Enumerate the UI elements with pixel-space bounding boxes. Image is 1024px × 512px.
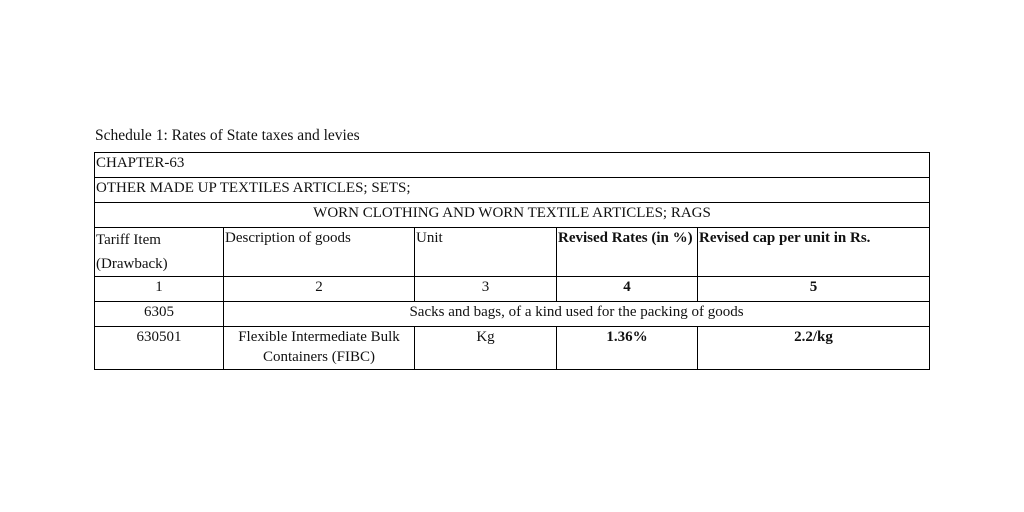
- group-title-row: [95, 178, 930, 203]
- column-number: 3: [415, 277, 557, 302]
- rates-table: [94, 152, 930, 370]
- header-tariff-item-line1: Tariff Item: [96, 232, 161, 248]
- unit-cell: Kg: [415, 327, 557, 370]
- tariff-item-cell: 6305: [95, 302, 224, 327]
- header-tariff-item-line2: (Drawback): [96, 256, 168, 272]
- header-unit: Unit: [415, 228, 557, 277]
- column-number: 4: [557, 277, 698, 302]
- header-tariff-item: [95, 228, 224, 277]
- description-line2: Containers (FIBC): [262, 349, 376, 365]
- table-row: [95, 327, 930, 370]
- revised-rate-cell: 1.36%: [557, 327, 698, 370]
- header-row: [95, 228, 930, 277]
- description-line1: Flexible Intermediate Bulk: [238, 329, 400, 345]
- revised-cap-cell: 2.2/kg: [698, 327, 930, 370]
- column-number: 2: [224, 277, 415, 302]
- table-row: [95, 302, 930, 327]
- chapter-cell: CHAPTER-63: [95, 153, 930, 178]
- schedule-caption: Schedule 1: Rates of State taxes and levies: [95, 127, 360, 144]
- chapter-row: [95, 153, 930, 178]
- header-revised-cap: Revised cap per unit in Rs.: [698, 228, 930, 277]
- description-cell: [224, 327, 415, 370]
- sub-title-row: [95, 203, 930, 228]
- column-number: 1: [95, 277, 224, 302]
- column-number-row: [95, 277, 930, 302]
- sub-title-cell: WORN CLOTHING AND WORN TEXTILE ARTICLES; RAGS: [95, 203, 930, 228]
- column-number: 5: [698, 277, 930, 302]
- tariff-item-cell: 630501: [95, 327, 224, 370]
- description-cell: Sacks and bags, of a kind used for the packing of goods: [224, 302, 930, 327]
- header-description: Description of goods: [224, 228, 415, 277]
- header-revised-rates: Revised Rates (in %): [557, 228, 698, 277]
- group-title-cell: OTHER MADE UP TEXTILES ARTICLES; SETS;: [95, 178, 930, 203]
